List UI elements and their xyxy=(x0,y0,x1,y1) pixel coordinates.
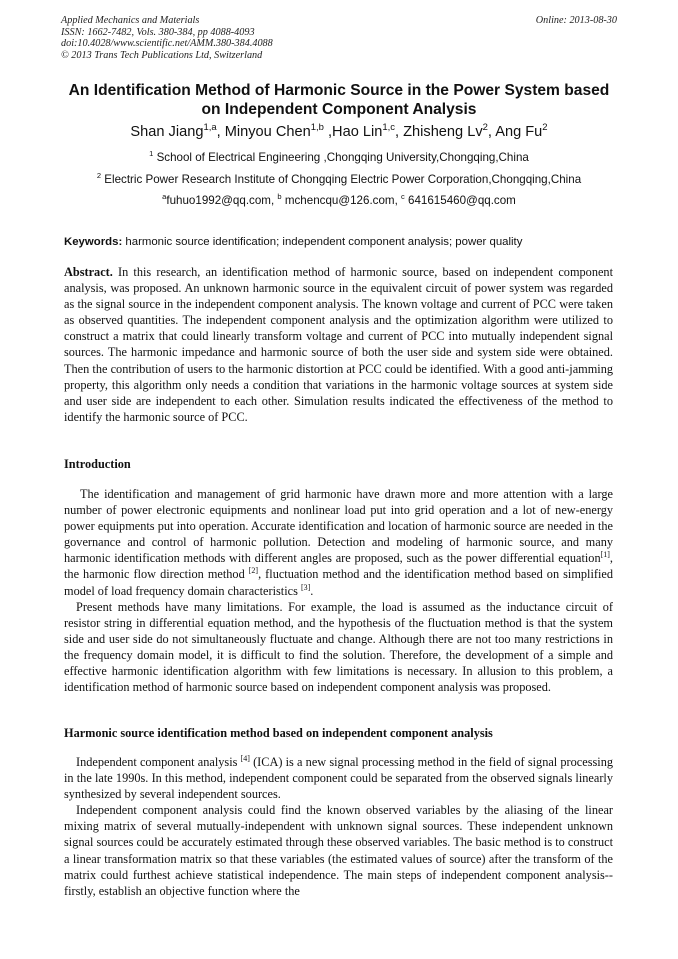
intro-paragraph-1 xyxy=(64,486,613,599)
affiliation-number: 1 xyxy=(149,149,154,159)
keywords xyxy=(64,235,614,249)
author-name: Ang Fu xyxy=(495,124,543,140)
ica-body xyxy=(64,754,613,899)
introduction-body xyxy=(64,486,613,695)
affiliation-number: 2 xyxy=(96,171,102,181)
keywords-label: Keywords: xyxy=(64,236,123,248)
intro-text: , the harmonic flow direction method xyxy=(64,551,613,582)
online-date: Online: 2013-08-30 xyxy=(535,15,617,26)
section-heading-ica: Harmonic source identification method based on independent component analysis xyxy=(64,726,493,740)
email-address: fuhuo1992@qq.com, xyxy=(166,194,278,207)
author-affiliation-mark: 2 xyxy=(542,122,548,134)
paper-title xyxy=(40,81,638,119)
email-mark: a xyxy=(162,192,167,202)
author-name: Minyou Chen xyxy=(224,124,311,140)
doi-line: doi:10.4028/www.scientific.net/AMM.380-384.4088 xyxy=(61,38,273,49)
keywords-text: harmonic source identification; independent component analysis; power quality xyxy=(122,236,523,248)
email-address: mchencqu@126.com, xyxy=(284,194,402,207)
citation-4: [4] xyxy=(240,753,250,763)
ica-paragraph-2: Independent component analysis could find the known observed variables by the aliasing of the linear mixing matrix of several mutually-independent with unknown signal sources. These independent unknown signal sources could be accurately estimated through these observed variables. The basic method is to construct a linear transformation matrix so that these variables (the estimated values of source) after the transform of the matrix could furthest achieve statistical independence. The main steps of independent component analysis-- firstly, establish an objective function where the xyxy=(64,803,613,898)
intro-text: , fluctuation method and the identification method based on simplified model of load frequency domain characteristics xyxy=(64,567,613,598)
title-line-2: on Independent Component Analysis xyxy=(201,101,477,118)
section-heading-introduction: Introduction xyxy=(64,457,131,471)
journal-name: Applied Mechanics and Materials xyxy=(61,15,200,26)
author-emails xyxy=(20,194,658,208)
author-name: Zhisheng Lv xyxy=(403,124,483,140)
author-name: Shan Jiang xyxy=(130,124,204,140)
abstract xyxy=(64,264,613,425)
ica-paragraph-1 xyxy=(64,754,613,802)
ica-text: Independent component analysis xyxy=(76,755,241,769)
author-affiliation-mark: 1,a xyxy=(203,122,217,134)
citation-3: [3] xyxy=(300,582,311,592)
author-name: Hao Lin xyxy=(332,124,383,140)
citation-2: [2] xyxy=(248,566,259,576)
email-address: 641615460@qq.com xyxy=(408,194,516,207)
issn-line: ISSN: 1662-7482, Vols. 380-384, pp 4088-4093 xyxy=(61,26,255,38)
author-separator: , xyxy=(323,124,333,140)
email-mark: b xyxy=(277,192,282,202)
ica-text: (ICA) is a new signal processing method in the field of signal processing in the late 1990s. In this method, independent component could be separated from the observed signals linearly synthesized by several independent sources. xyxy=(64,755,613,802)
author-affiliation-mark: 2 xyxy=(482,122,488,134)
affiliation-1 xyxy=(20,151,658,165)
author-list xyxy=(20,123,658,141)
copyright-line: © 2013 Trans Tech Publications Ltd, Switzerland xyxy=(61,49,263,61)
intro-paragraph-2: Present methods have many limitations. For example, the load is assumed as the inductance circuit of resistor string in differential equation method, and the hypothesis of the fluctuation method is that the system side and user side do not simultaneously fluctuate and change. Although there are not too many restrictions in the frequency domain model, it is difficult to find the solution. Therefore, the development of a simple and effective harmonic identification algorithm with few limitations is necessary. In allusion to this problem, a identification method of harmonic source based on independent component analysis was proposed. xyxy=(64,599,613,695)
affiliation-text: School of Electrical Engineering ,Chongqing University,Chongqing,China xyxy=(156,151,529,164)
citation-1: [1] xyxy=(600,550,610,560)
affiliation-text: Electric Power Research Institute of Chongqing Electric Power Corporation,Chongqing,China xyxy=(104,173,582,186)
author-separator: , xyxy=(395,124,404,140)
abstract-label: Abstract. xyxy=(64,265,113,279)
author-affiliation-mark: 1,c xyxy=(382,122,396,134)
intro-text: . xyxy=(310,583,314,598)
title-line-1: An Identification Method of Harmonic Source in the Power System based xyxy=(68,82,610,99)
abstract-text: In this research, an identification method of harmonic source, based on independent component analysis, was proposed. An unknown harmonic source in the equivalent circuit of power system was regarded as the signal source in the independent component analysis. The known voltage and current of PCC were taken as observed quantities. The independent component analysis and the optimization algorithm were utilized to construct a matrix that could linearly transform voltage and current of PCC into mutually independent signal sources. The harmonic impedance and harmonic source of both the user side and system side were obtained. Then the contribution of users to the harmonic distortion at PCC could be identified. With a good anti-jamming property, this algorithm only needs a condition that variations in the harmonic voltage sources at system side and user side are independent to each other. Simulation results indicated the effectiveness of the method to identify the harmonic source of PCC. xyxy=(64,265,613,424)
email-mark: c xyxy=(401,192,405,202)
journal-header xyxy=(61,15,617,61)
author-affiliation-mark: 1,b xyxy=(310,122,324,134)
author-separator: , xyxy=(487,124,496,140)
intro-text: The identification and management of grid harmonic have drawn more and more attention with a large number of power electronic equipments and nonlinear load put into grid operation and a lot of new-energy power equipments put into operation. Accurate identification and location of harmonic source are needed in the governance and control of harmonic pollution. Detection and modeling of harmonic source, and many harmonic identification methods with different angles are proposed, such as the power differential equation xyxy=(64,487,613,566)
author-separator: , xyxy=(216,124,225,140)
affiliation-2 xyxy=(20,173,658,187)
